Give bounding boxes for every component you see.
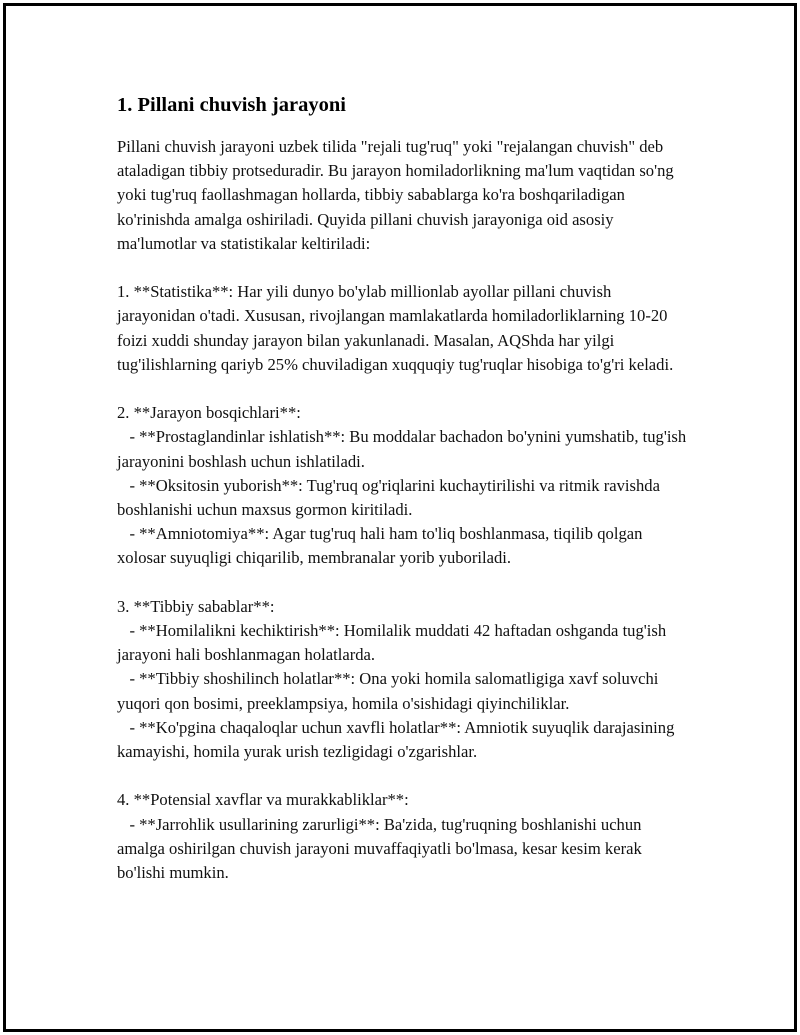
list-item-postterm: - **Homilalikni kechiktirish**: Homilalik muddati 42 haftadan oshganda tug'ish jarayoni hali boshlanmagan holatlarda.: [117, 621, 671, 665]
section-medical-reasons-heading: 3. **Tibbiy sabablar**:: [117, 596, 275, 616]
document-body: [117, 92, 689, 885]
list-item-oxytocin: - **Oksitosin yuborish**: Tug'ruq og'riqlarini kuchaytirilishi va ritmik ravishda boshlanishi uchun maxsus gormon kiritiladi.: [117, 475, 665, 520]
intro-paragraph: Pillani chuvish jarayoni uzbek tilida "rejali tug'ruq" yoki "rejalangan chuvish" deb ataladigan tibbiy protseduradir. Bu jarayon homiladorlikning ma'lum vaqtidan so'ng yoki tug'ruq faollashmagan hollarda, tibbiy sabablarga ko'ra boshqariladigan ko'rinishda amalga oshiriladi. Quyida pillani chuvish jarayoniga oid asosiy ma'lumotlar va statistikalar keltiriladi:: [117, 137, 678, 253]
list-item-surgery: - **Jarrohlik usullarining zarurligi**: Ba'zida, tug'ruqning boshlanishi uchun amalga oshirilgan chuvish jarayoni muvaffaqiyatli bo'lmasa, kesar kesim kerak bo'lishi mumkin.: [117, 814, 646, 883]
list-item-emergency: - **Tibbiy shoshilinch holatlar**: Ona yoki homila salomatligiga xavf soluvchi yuqori qon bosimi, preeklampsiya, homila o'sishidagi qiyinchiliklar.: [117, 669, 663, 713]
paragraph-gap: [117, 764, 689, 788]
section-statistics: 1. **Statistika**: Har yili dunyo bo'ylab millionlab ayollar pillani chuvish jarayonidan o'tadi. Xususan, rivojlangan mamlakatlarda homiladorliklarning 10-20 foizi xuddi shunday jarayon bilan yakunlanadi. Masalan, AQShda har yilgi tug'ilishlarning qariyb 25% chuviladigan xuqquqiy tug'ruqlar hisobiga to'g'ri keladi.: [117, 282, 674, 374]
list-item-risk-conditions: - **Ko'pgina chaqaloqlar uchun xavfli holatlar**: Amniotik suyuqlik darajasining kamayishi, homila yurak urish tezligidagi o'zgarishlar.: [117, 717, 679, 762]
paragraph-gap: [117, 571, 689, 595]
paragraph-gap: [117, 256, 689, 280]
paragraph-gap: [117, 377, 689, 401]
section-process-steps-heading: 2. **Jarayon bosqichlari**:: [117, 403, 301, 423]
document-title: 1. Pillani chuvish jarayoni: [117, 94, 346, 116]
section-risks-heading: 4. **Potensial xavflar va murakkabliklar**:: [117, 790, 409, 810]
list-item-prostaglandins: - **Prostaglandinlar ishlatish**: Bu moddalar bachadon bo'ynini yumshatib, tug'ish jarayonini boshlash uchun ishlatiladi.: [117, 427, 691, 471]
list-item-amniotomy: - **Amniotomiya**: Agar tug'ruq hali ham to'liq boshlanmasa, tiqilib qolgan xolosar suyuqligi chiqarilib, membranalar yorib yuboriladi.: [117, 524, 647, 568]
